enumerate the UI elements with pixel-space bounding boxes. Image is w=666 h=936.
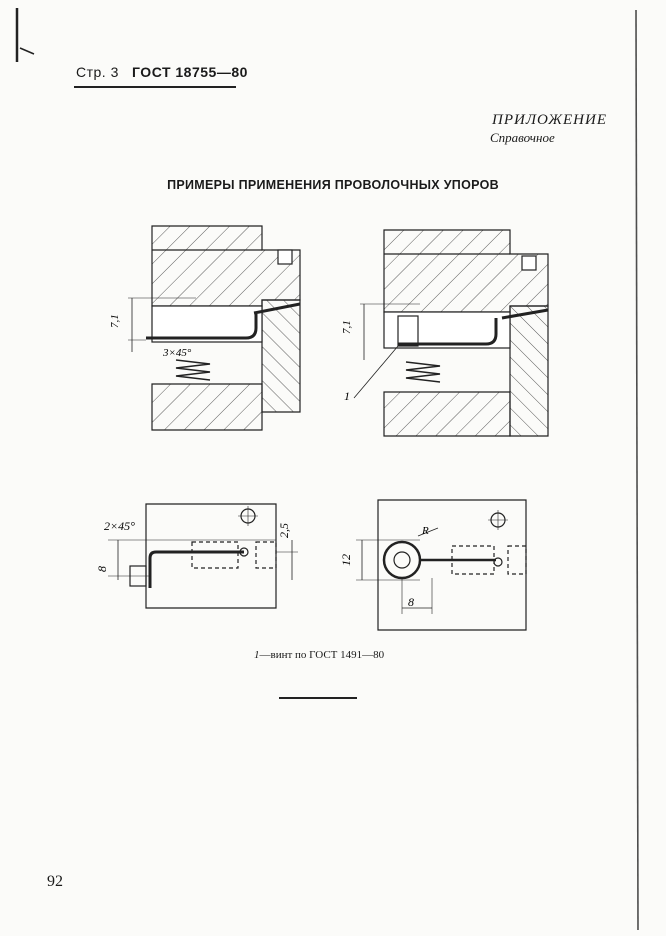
page-number: 92 [47, 873, 63, 890]
dim-top-left-height: 7,1 [109, 314, 121, 328]
figure-top-left [128, 226, 300, 430]
dim-bottom-right-width: 8 [408, 595, 414, 609]
callout-label-1: 1 [344, 389, 350, 403]
dim-top-left-chamfer: 3×45° [163, 347, 192, 359]
figure-caption [254, 649, 384, 661]
dim-bottom-right-radius: R [422, 525, 429, 537]
dim-bottom-right-height: 12 [339, 554, 353, 566]
page-title: ПРИМЕРЫ ПРИМЕНЕНИЯ ПРОВОЛОЧНЫХ УПОРОВ [167, 178, 499, 192]
scan-marks [17, 8, 638, 930]
appendix-title: ПРИЛОЖЕНИЕ [492, 112, 607, 128]
figure-bottom-left [108, 504, 298, 608]
standard-code: ГОСТ 18755—80 [132, 64, 248, 80]
appendix-subtitle: Справочное [490, 130, 555, 145]
dim-bottom-left-offset: 2,5 [277, 523, 291, 538]
caption-text: —винт по ГОСТ 1491—80 [259, 649, 385, 661]
dim-bottom-left-height: 8 [95, 566, 109, 572]
figure-top-right [354, 230, 548, 436]
figure-bottom-right [356, 500, 526, 630]
end-rule [279, 697, 357, 699]
page-label: Стр. 3 [76, 64, 119, 80]
caption-number: 1 [254, 649, 260, 661]
dim-bottom-left-chamfer: 2×45° [104, 519, 135, 533]
dim-top-right-height: 7,1 [341, 320, 353, 334]
